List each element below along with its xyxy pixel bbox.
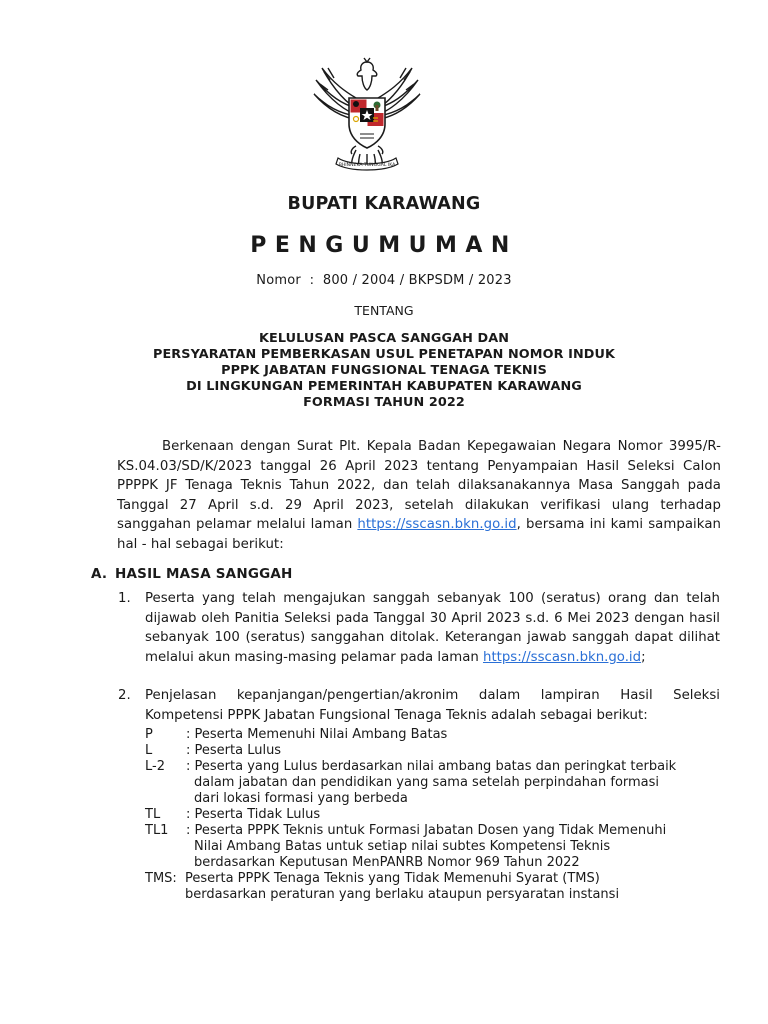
section-title: HASIL MASA SANGGAH [115, 566, 293, 582]
intro-text-end: , bersama ini kami sampaikan hal - hal sebagai berikut: [117, 517, 721, 552]
subject-line: FORMASI TAHUN 2022 [303, 395, 465, 410]
abbreviation-desc [185, 871, 705, 903]
abbreviation-code: TL1 [145, 823, 169, 838]
document-number [0, 273, 768, 288]
abbreviation-desc [186, 823, 706, 871]
list-item-body: Peserta yang telah mengajukan sanggah sebanyak 100 (seratus) orang dan telah dijawab oleh Panitia Seleksi pada Tanggal 30 April 2023 s.d. 6 Mei 2023 dengan hasil sebanyak 100 (seratus) sanggahan ditolak. Keterangan jawab sanggah dapat dilihat melalui akun masing-masing pelamar pada laman [145, 591, 720, 665]
abbreviation-code: L-2 [145, 759, 165, 774]
abbreviation-desc-line: dalam jabatan dan pendidikan yang sama setelah perpindahan formasi [194, 775, 660, 790]
abbreviation-code: TMS: [145, 871, 177, 886]
abbreviation-desc-line: Peserta PPPK Tenaga Teknis yang Tidak Memenuhi Syarat (TMS) [185, 871, 600, 886]
abbreviation-code: P [145, 727, 153, 742]
subject-line: DI LINGKUNGAN PEMERINTAH KABUPATEN KARAWANG [186, 379, 582, 394]
abbreviation-desc-line: Nilai Ambang Batas untuk setiap nilai subtes Kompetensi Teknis [194, 839, 611, 854]
abbreviation-desc-line: berdasarkan Keputusan MenPANRB Nomor 969 Tahun 2022 [194, 855, 580, 870]
abbreviation-code: L [145, 743, 153, 758]
list-item-body-end: ; [641, 649, 646, 665]
abbreviation-desc [186, 759, 706, 807]
abbreviation-desc-line: dari lokasi formasi yang berbeda [194, 791, 408, 806]
subject-heading [0, 331, 768, 411]
intro-paragraph [117, 437, 721, 554]
list-item-number: 1. [118, 591, 131, 606]
abbreviation-desc: : Peserta Memenuhi Nilai Ambang Batas [186, 727, 448, 742]
sscasn-link[interactable]: https://sscasn.bkn.go.id [483, 649, 642, 665]
announcement-title: PENGUMUMAN [250, 233, 518, 258]
emblem-motto: BHINNEKA TUNGGAL IKA [338, 163, 396, 168]
regent-title: BUPATI KARAWANG [287, 194, 481, 214]
abbreviation-desc-line: berdasarkan peraturan yang berlaku ataupun persyaratan instansi [185, 887, 620, 902]
section-a-heading [91, 566, 293, 582]
abbreviation-desc: : Peserta Lulus [186, 743, 282, 758]
section-letter: A. [91, 566, 108, 582]
list-item-text: Penjelasan kepanjangan/pengertian/akronim dalam lampiran Hasil Seleksi Kompetensi PPPK Jabatan Fungsional Tenaga Teknis adalah sebagai berikut: [145, 688, 720, 723]
subject-line: PPPK JABATAN FUNGSIONAL TENAGA TEKNIS [221, 363, 547, 378]
abbreviation-desc-line: : Peserta PPPK Teknis untuk Formasi Jabatan Dosen yang Tidak Memenuhi [186, 823, 667, 838]
number-label: Nomor [256, 273, 301, 288]
number-value: 800 / 2004 / BKPSDM / 2023 [322, 273, 512, 288]
about-label: TENTANG [354, 303, 414, 318]
garuda-emblem-logo [312, 54, 422, 182]
abbreviation-desc: : Peserta Tidak Lulus [186, 807, 321, 822]
list-item-number: 2. [118, 688, 131, 703]
intro-text: Berkenaan dengan Surat Plt. Kepala Badan Kepegawaian Negara Nomor 3995/R-KS.04.03/SD/K/2023 tanggal 26 April 2023 tentang Penyampaian Hasil Seleksi Calon PPPPK JF Tenaga Teknis Tahun 2022, dan telah dilaksanakannya Masa Sanggah pada Tanggal 27 April s.d. 29 April 2023, setelah dilakukan verifikasi ulang terhadap sanggahan pelamar melalui laman [117, 439, 721, 532]
list-item-text [145, 589, 720, 667]
subject-line: PERSYARATAN PEMBERKASAN USUL PENETAPAN NOMOR INDUK [152, 347, 616, 362]
number-separator: : [309, 273, 315, 288]
sscasn-link[interactable]: https://sscasn.bkn.go.id [357, 517, 517, 532]
abbreviation-desc-line: : Peserta yang Lulus berdasarkan nilai ambang batas dan peringkat terbaik [186, 759, 677, 774]
abbreviation-code: TL [145, 807, 161, 822]
subject-line: KELULUSAN PASCA SANGGAH DAN [258, 331, 510, 346]
